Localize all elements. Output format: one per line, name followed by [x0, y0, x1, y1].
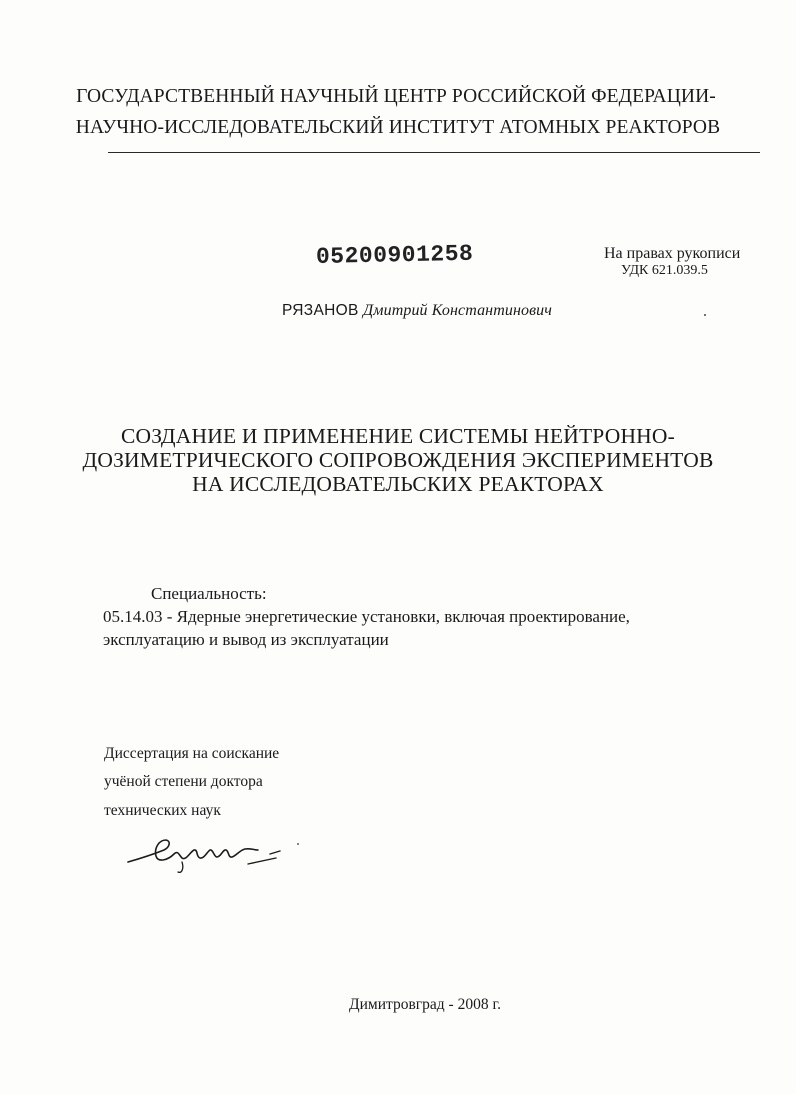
- specialty-line-1: 05.14.03 - Ядерные энергетические установки, включая проектирование,: [103, 607, 630, 626]
- organization-line-2: НАУЧНО-ИССЛЕДОВАТЕЛЬСКИЙ ИНСТИТУТ АТОМНЫХ РЕАКТОРОВ: [75, 117, 721, 138]
- author-given-names: Дмитрий Константинович: [363, 302, 552, 319]
- specialty-label: Специальность:: [151, 584, 267, 603]
- specialty-line-2: эксплуатацию и вывод из эксплуатации: [103, 630, 389, 649]
- specialty-description: [103, 605, 630, 651]
- handwritten-signature: [124, 828, 304, 878]
- manuscript-rights-note: На правах рукописи: [604, 245, 741, 262]
- dissertation-title-line-2: ДОЗИМЕТРИЧЕСКОГО СОПРОВОЖДЕНИЯ ЭКСПЕРИМЕНТОВ: [82, 448, 714, 472]
- header-divider: [108, 152, 760, 153]
- author-name: [282, 302, 552, 320]
- degree-line-1: Диссертация на соискание: [104, 745, 280, 762]
- scan-speck: [704, 314, 706, 316]
- degree-line-3: технических наук: [104, 802, 221, 819]
- registration-stamp-number: 05200901258: [315, 240, 474, 270]
- organization-line-1: ГОСУДАРСТВЕННЫЙ НАУЧНЫЙ ЦЕНТР РОССИЙСКОЙ ФЕДЕРАЦИИ-: [76, 86, 716, 107]
- author-surname: РЯЗАНОВ: [282, 302, 359, 319]
- udk-code: УДК 621.039.5: [621, 263, 708, 278]
- city-year-text: Димитровград - 2008 г.: [349, 996, 501, 1013]
- dissertation-title-line-1: СОЗДАНИЕ И ПРИМЕНЕНИЕ СИСТЕМЫ НЕЙТРОННО-: [121, 424, 675, 448]
- degree-line-2: учёной степени доктора: [104, 773, 263, 790]
- dissertation-title-line-3: НА ИССЛЕДОВАТЕЛЬСКИХ РЕАКТОРАХ: [192, 472, 604, 496]
- place-and-year: [0, 996, 796, 1014]
